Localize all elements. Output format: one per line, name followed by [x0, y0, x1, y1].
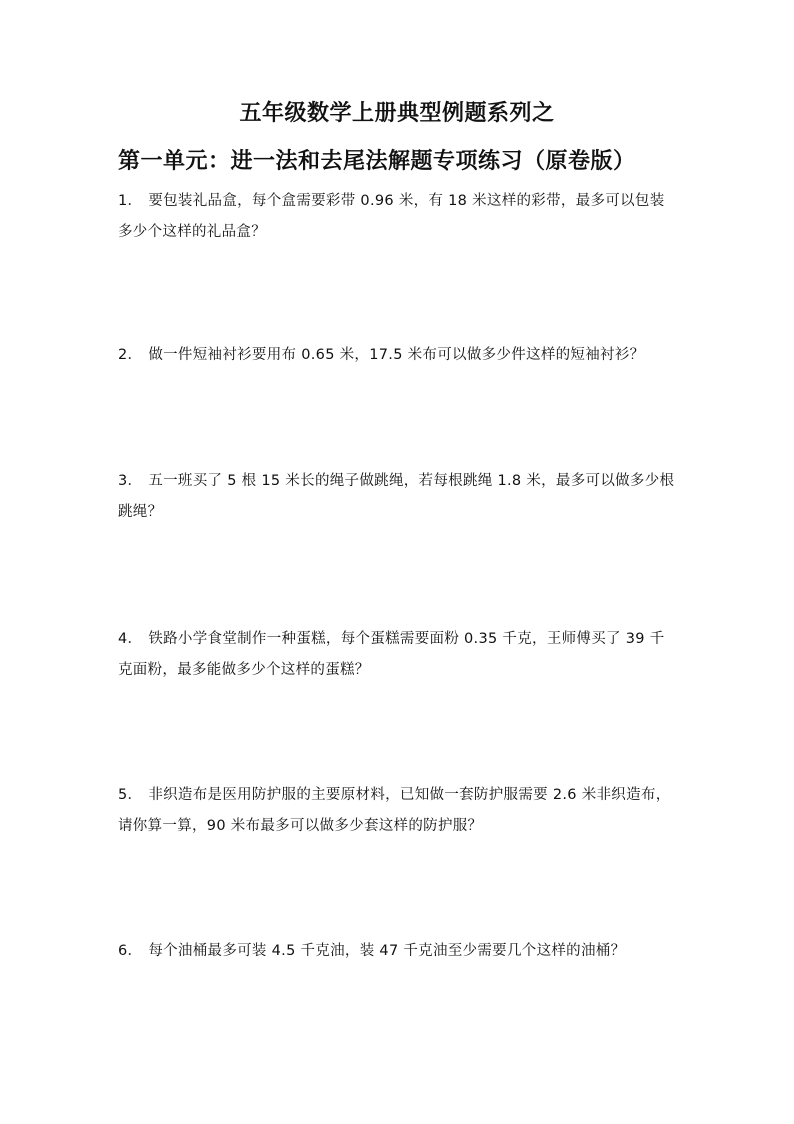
question-item: [118, 936, 678, 967]
question-number: 4．: [118, 631, 143, 647]
question-text: 每个油桶最多可装 4.5 千克油，装 47 千克油至少需要几个这样的油桶？: [148, 943, 626, 959]
question-number: 1．: [118, 193, 143, 209]
question-number: 5．: [118, 787, 143, 803]
document-title: 五年级数学上册典型例题系列之: [239, 101, 555, 126]
question-item: [118, 624, 678, 686]
question-item: [118, 466, 678, 528]
question-item: [118, 340, 678, 371]
question-text: 非织造布是医用防护服的主要原材料，已知做一套防护服需要 2.6 米非织造布，请你算一算，90 米布最多可以做多少套这样的防护服？: [118, 787, 671, 834]
question-number: 3．: [118, 473, 143, 489]
question-number: 6．: [118, 943, 143, 959]
question-item: [118, 186, 678, 248]
question-number: 2．: [118, 347, 143, 363]
question-text: 五一班买了 5 根 15 米长的绳子做跳绳，若每根跳绳 1.8 米，最多可以做多少根跳绳？: [118, 473, 675, 520]
question-text: 要包装礼品盒，每个盒需要彩带 0.96 米，有 18 米这样的彩带，最多可以包装多少个这样的礼品盒？: [118, 193, 665, 240]
document-subtitle: 第一单元：进一法和去尾法解题专项练习（原卷版）: [118, 149, 636, 174]
question-text: 做一件短袖衬衫要用布 0.65 米，17.5 米布可以做多少件这样的短袖衬衫？: [148, 347, 645, 363]
question-text: 铁路小学食堂制作一种蛋糕，每个蛋糕需要面粉 0.35 千克，王师傅买了 39 千克面粉，最多能做多少个这样的蛋糕？: [118, 631, 665, 678]
question-item: [118, 780, 678, 842]
